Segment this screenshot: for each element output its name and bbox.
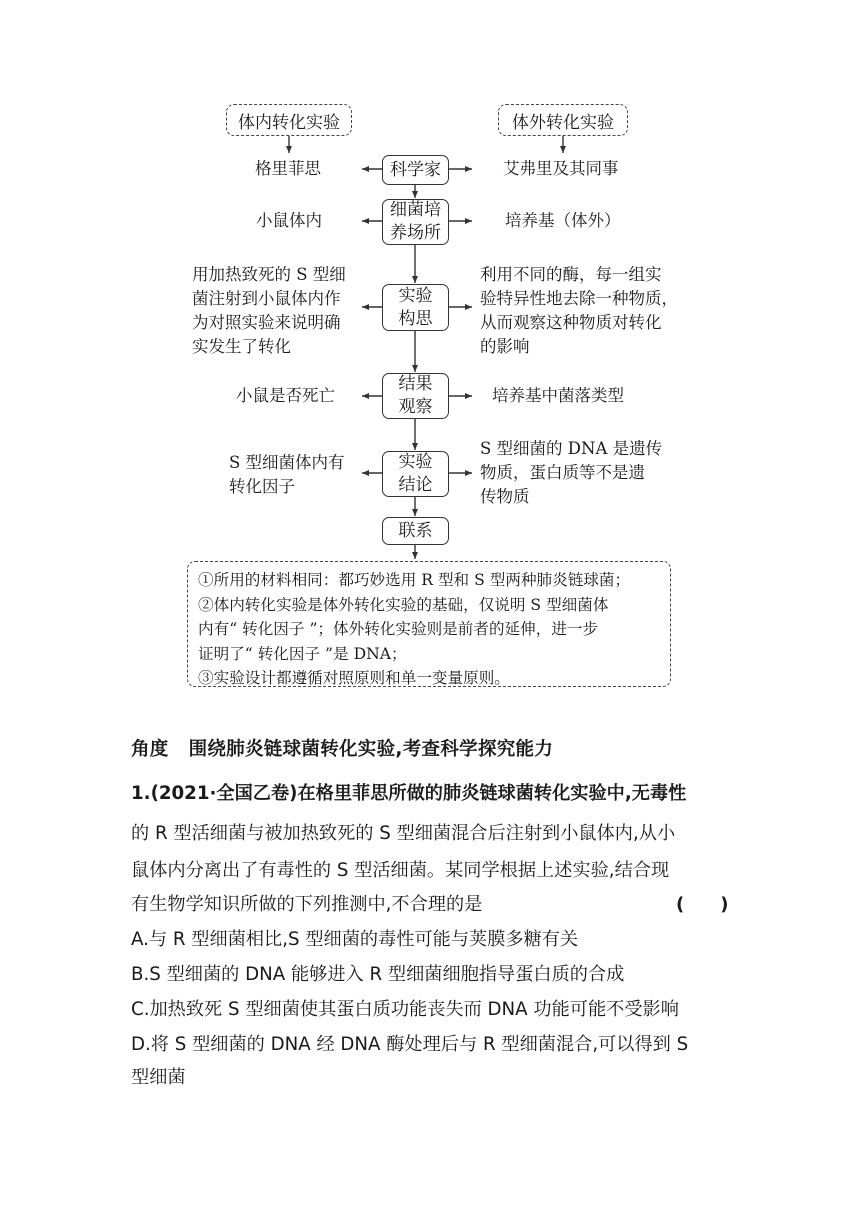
- option-a: A.与 R 型细菌相比,S 型细菌的毒性可能与荚膜多糖有关: [131, 929, 579, 950]
- conclusion-left-line: S 型细菌体内有: [229, 453, 345, 472]
- in-vivo-experiment-label: 体内转化实验: [238, 112, 340, 133]
- question-line: 1.(2021·全国乙卷)在格里菲思所做的肺炎链球菌转化实验中,无毒性: [131, 783, 687, 804]
- design-right: [480, 263, 678, 359]
- conclusion-right-line: S 型细菌的 DNA 是遗传: [480, 439, 663, 458]
- design-left-line: 菌注射到小鼠体内作: [192, 289, 341, 308]
- question-line: 有生物学知识所做的下列推测中,不合理的是: [131, 894, 483, 915]
- culture-site-right: 培养基（体外）: [505, 211, 621, 230]
- answer-parentheses: ( ): [676, 894, 729, 915]
- link-box: 联系: [382, 517, 449, 545]
- design-right-line: 利用不同的酶，每一组实: [480, 265, 662, 284]
- scientist-box: 科学家: [382, 155, 449, 185]
- section-heading: [131, 735, 553, 761]
- design-right-line: 从而观察这种物质对转化: [480, 313, 662, 332]
- question-line: 鼠体内分离出了有毒性的 S 型活细菌。某同学根据上述实验,结合现: [131, 860, 670, 881]
- culture-site-left: 小鼠体内: [256, 211, 322, 230]
- in-vivo-experiment-box: [226, 104, 352, 136]
- option-d-continued: 型细菌: [131, 1067, 186, 1088]
- note-line: 证明了“ 转化因子 ”是 DNA；: [198, 644, 407, 663]
- in-vitro-experiment-box: [498, 104, 628, 136]
- link-notes-box: [187, 561, 671, 687]
- design-right-line: 验特异性地去除一种物质，: [480, 289, 678, 308]
- note-line: 内有“ 转化因子 ”；体外转化实验则是前者的延伸，进一步: [198, 620, 599, 638]
- note-line: ③实验设计都遵循对照原则和单一变量原则。: [198, 669, 510, 687]
- conclusion-right-line: 传物质: [480, 487, 530, 506]
- section-title: 围绕肺炎链球菌转化实验,考查科学探究能力: [188, 739, 554, 760]
- design-left: [192, 263, 346, 359]
- culture-site-box: 细菌培 养场所: [382, 199, 449, 245]
- result-box: 结果 观察: [382, 373, 449, 419]
- result-right: 培养基中菌落类型: [492, 386, 624, 405]
- option-d: D.将 S 型细菌的 DNA 经 DNA 酶处理后与 R 型细菌混合,可以得到 S: [131, 1034, 689, 1055]
- design-box: 实验 构思: [382, 284, 449, 331]
- conclusion-box: 实验 结论: [382, 451, 449, 497]
- scientist-right: 艾弗里及其同事: [503, 159, 619, 178]
- design-right-line: 的影响: [480, 337, 530, 356]
- conclusion-left-line: 转化因子: [229, 477, 295, 496]
- conclusion-left: [229, 451, 345, 499]
- design-left-line: 用加热致死的 S 型细: [192, 265, 346, 284]
- note-line: ①所用的材料相同：都巧妙选用 R 型和 S 型两种肺炎链球菌；: [198, 571, 631, 589]
- question-line: 的 R 型活细菌与被加热致死的 S 型细菌混合后注射到小鼠体内,从小: [131, 823, 676, 844]
- result-left: 小鼠是否死亡: [236, 386, 335, 405]
- conclusion-right: [480, 437, 662, 509]
- conclusion-right-line: 物质，蛋白质等不是遗: [480, 463, 645, 482]
- section-label: 角度: [131, 739, 169, 760]
- option-b: B.S 型细菌的 DNA 能够进入 R 型细菌细胞指导蛋白质的合成: [131, 964, 625, 985]
- in-vitro-experiment-label: 体外转化实验: [512, 112, 614, 133]
- scientist-left: 格里菲思: [255, 159, 321, 178]
- note-line: ②体内转化实验是体外转化实验的基础，仅说明 S 型细菌体: [198, 595, 609, 614]
- option-c: C.加热致死 S 型细菌使其蛋白质功能丧失而 DNA 功能可能不受影响: [131, 999, 679, 1020]
- design-left-line: 实发生了转化: [192, 337, 291, 356]
- design-left-line: 为对照实验来说明确: [192, 313, 341, 332]
